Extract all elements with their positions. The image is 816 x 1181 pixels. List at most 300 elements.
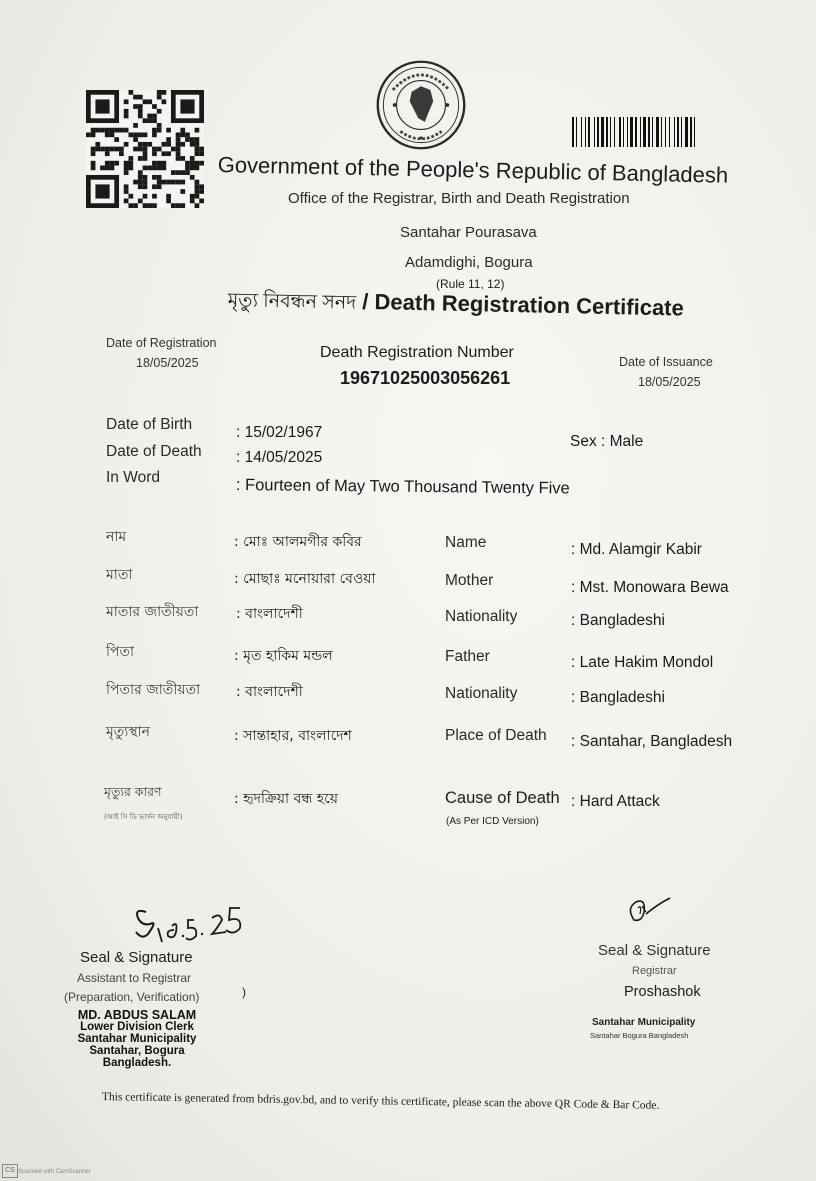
qr-module <box>133 147 138 152</box>
barcode-bar <box>606 117 608 147</box>
qr-module <box>185 161 190 166</box>
cause-of-death-value: : Hard Attack <box>571 793 660 810</box>
mother-label-bn: মাতা <box>106 567 133 583</box>
mother-value: : Mst. Monowara Bewa <box>571 579 729 596</box>
qr-module <box>91 166 96 171</box>
barcode-bar <box>656 117 659 147</box>
qr-module <box>128 156 133 161</box>
barcode-bar <box>576 117 577 147</box>
qr-module <box>124 114 129 119</box>
qr-code <box>86 90 204 208</box>
left-seal-signature-label: Seal & Signature <box>80 949 193 966</box>
date-of-birth-value: : 15/02/1967 <box>236 424 323 441</box>
qr-module <box>128 166 133 171</box>
qr-module <box>91 151 96 156</box>
qr-module <box>152 118 157 123</box>
qr-module <box>171 147 176 152</box>
qr-module <box>199 147 204 152</box>
place-of-death-value-text: Santahar, Bangladesh <box>579 733 733 750</box>
qr-module <box>199 199 204 204</box>
issuing-authority-title: Government of the People's Republic of Bangladesh <box>217 152 729 188</box>
government-seal <box>374 58 468 152</box>
qr-module <box>91 128 96 133</box>
qr-module <box>133 123 138 128</box>
qr-module <box>152 132 157 137</box>
date-of-death-label: Date of Death <box>106 443 202 460</box>
qr-module <box>199 189 204 194</box>
cause-of-death-value-text: Hard Attack <box>579 793 660 810</box>
qr-module <box>147 203 152 208</box>
qr-module <box>162 166 167 171</box>
qr-module <box>110 166 115 171</box>
place-of-death-value-bn: : সান্তাহার, বাংলাদেশ <box>234 728 352 744</box>
qr-module <box>176 180 181 185</box>
qr-module <box>195 147 200 152</box>
icd-version-note: (As Per ICD Version) <box>446 816 539 827</box>
qr-module <box>195 166 200 171</box>
qr-module <box>147 142 152 147</box>
qr-module <box>152 203 157 208</box>
father-nationality-label: Nationality <box>445 685 518 702</box>
qr-module <box>95 142 100 147</box>
mother-nationality-label-bn: মাতার জাতীয়তা <box>106 604 199 620</box>
qr-module <box>105 132 110 137</box>
registrar-role: Registrar <box>632 965 677 977</box>
cause-of-death-value-bn: : হৃদক্রিয়া বন্ধ হয়ে <box>234 791 339 807</box>
barcode-bar <box>685 117 688 147</box>
barcode-bar <box>594 117 595 147</box>
qr-module <box>190 137 195 142</box>
qr-module <box>185 137 190 142</box>
stamp-designation: Lower Division Clerk <box>80 1021 194 1033</box>
right-seal-signature-label: Seal & Signature <box>598 942 711 959</box>
qr-module <box>124 109 129 114</box>
barcode-bar <box>597 117 599 147</box>
qr-module <box>185 132 190 137</box>
barcode-bar <box>610 117 611 147</box>
qr-module <box>180 142 185 147</box>
qr-module <box>143 151 148 156</box>
qr-module <box>143 184 148 189</box>
qr-module <box>157 128 162 133</box>
official-stamp <box>62 1009 212 1069</box>
qr-module <box>176 142 181 147</box>
qr-module <box>199 184 204 189</box>
registration-number-label: Death Registration Number <box>320 344 514 361</box>
barcode-bar <box>627 117 628 147</box>
qr-module <box>133 203 138 208</box>
qr-module <box>91 147 96 152</box>
qr-module <box>138 109 143 114</box>
qr-module <box>152 147 157 152</box>
qr-module <box>190 175 195 180</box>
qr-module <box>162 151 167 156</box>
qr-module <box>138 114 143 119</box>
qr-module <box>119 151 124 156</box>
qr-module <box>143 147 148 152</box>
father-value-text: Late Hakim Mondol <box>579 654 714 671</box>
qr-module <box>128 132 133 137</box>
name-label-bn: নাম <box>106 529 127 545</box>
qr-module <box>105 166 110 171</box>
qr-module <box>143 142 148 147</box>
verification-footer: This certificate is generated from bdris.gov.bd, and to verify this certificate, please scan the above QR Code & Bar Code. <box>101 1091 660 1112</box>
qr-module <box>176 170 181 175</box>
cause-of-death-label-bn: মৃত্যুর কারণ <box>104 784 162 799</box>
qr-module <box>143 180 148 185</box>
barcode <box>571 117 773 147</box>
qr-module <box>166 128 171 133</box>
mother-nationality-value-bn: : বাংলাদেশী <box>236 606 303 622</box>
qr-module <box>124 170 129 175</box>
qr-module <box>138 147 143 152</box>
qr-module <box>180 128 185 133</box>
qr-module <box>147 114 152 119</box>
upazila-district: Adamdighi, Bogura <box>405 254 533 271</box>
date-of-birth-label: Date of Birth <box>106 416 193 433</box>
date-of-issuance-label: Date of Issuance <box>619 355 713 369</box>
barcode-bar <box>572 117 574 147</box>
qr-module <box>138 199 143 204</box>
qr-module <box>128 161 133 166</box>
father-label: Father <box>445 648 490 665</box>
qr-module <box>143 118 148 123</box>
qr-module <box>171 180 176 185</box>
mother-nationality-value-text: Bangladeshi <box>579 612 665 629</box>
qr-module <box>162 99 167 104</box>
qr-module <box>190 156 195 161</box>
barcode-bar <box>652 117 653 147</box>
qr-module <box>143 203 148 208</box>
qr-module <box>128 194 133 199</box>
stamp-name: MD. ABDUS SALAM <box>77 1008 197 1022</box>
barcode-bar <box>677 117 679 147</box>
place-of-death-value-bn-text: সান্তাহার, বাংলাদেশ <box>243 728 352 744</box>
qr-module <box>190 142 195 147</box>
certificate-title-bangla: মৃত্যু নিবন্ধন সনদ <box>227 289 357 314</box>
qr-module <box>105 147 110 152</box>
qr-module <box>157 109 162 114</box>
qr-module <box>152 151 157 156</box>
qr-module <box>157 166 162 171</box>
barcode-bar <box>690 117 692 147</box>
father-nationality-label-bn: পিতার জাতীয়তা <box>106 682 201 698</box>
qr-module <box>124 161 129 166</box>
stamp-country: Bangladesh. <box>102 1057 172 1069</box>
qr-module <box>195 128 200 133</box>
qr-module <box>176 156 181 161</box>
qr-module <box>91 161 96 166</box>
qr-module <box>105 128 110 133</box>
qr-module <box>157 95 162 100</box>
sex-label: Sex <box>570 433 597 450</box>
municipality-stamp: Santahar Municipality <box>592 1017 696 1028</box>
qr-module <box>91 132 96 137</box>
qr-module <box>180 132 185 137</box>
qr-module <box>190 166 195 171</box>
qr-module <box>105 151 110 156</box>
qr-module <box>143 175 148 180</box>
qr-module <box>110 161 115 166</box>
stamp-office: Santahar Municipality <box>77 1033 197 1045</box>
closing-bracket: ) <box>242 985 246 999</box>
left-signatory-role: Assistant to Registrar <box>77 971 192 985</box>
barcode-bar <box>635 117 637 147</box>
mother-value-bn: : মোছাঃ মনোয়ারা বেওয়া <box>234 571 376 587</box>
qr-module <box>152 128 157 133</box>
qr-module <box>138 156 143 161</box>
qr-module <box>166 180 171 185</box>
qr-module <box>124 128 129 133</box>
qr-module <box>143 132 148 137</box>
in-word-value: : Fourteen of May Two Thousand Twenty Five <box>235 476 570 498</box>
barcode-bar <box>681 117 682 147</box>
qr-module <box>133 95 138 100</box>
qr-module <box>157 184 162 189</box>
qr-module <box>133 132 138 137</box>
qr-module <box>100 128 105 133</box>
qr-module <box>95 128 100 133</box>
place-of-death-label-bn: মৃত্যুস্থান <box>106 724 151 740</box>
qr-module <box>180 180 185 185</box>
qr-module <box>138 175 143 180</box>
stamp-location: Santahar, Bogura <box>89 1045 185 1057</box>
qr-module <box>199 161 204 166</box>
qr-module <box>147 118 152 123</box>
qr-module <box>152 104 157 109</box>
name-label: Name <box>445 534 487 551</box>
qr-module <box>100 166 105 171</box>
qr-module <box>195 151 200 156</box>
qr-module <box>162 142 167 147</box>
qr-module <box>133 180 138 185</box>
qr-module <box>138 184 143 189</box>
qr-module <box>157 175 162 180</box>
barcode-bar <box>665 117 666 147</box>
qr-module <box>152 114 157 119</box>
registrar-signature <box>624 894 674 930</box>
date-of-death-value: : 14/05/2025 <box>236 449 323 466</box>
qr-module <box>157 161 162 166</box>
qr-module <box>152 175 157 180</box>
qr-module <box>124 142 129 147</box>
qr-module <box>124 166 129 171</box>
in-word-text: Fourteen of May Two Thousand Twenty Five <box>244 476 570 498</box>
place-of-death-value: : Santahar, Bangladesh <box>571 733 733 750</box>
qr-module <box>147 166 152 171</box>
qr-module <box>176 203 181 208</box>
sex-field: Sex : Male <box>570 433 644 450</box>
qr-module <box>190 161 195 166</box>
qr-module <box>157 123 162 128</box>
date-of-issuance-value: 18/05/2025 <box>638 375 701 389</box>
qr-module <box>138 132 143 137</box>
barcode-bar <box>643 117 646 147</box>
barcode-bar <box>588 117 590 147</box>
qr-module <box>152 194 157 199</box>
mother-value-text: Mst. Monowara Bewa <box>579 579 729 596</box>
qr-module <box>157 180 162 185</box>
qr-module <box>114 137 119 142</box>
municipality-stamp-address: Santahar Bogura Bangladesh <box>590 1031 689 1040</box>
qr-module <box>128 90 133 95</box>
barcode-bar <box>674 117 675 147</box>
name-value-text: Md. Alamgir Kabir <box>579 541 702 558</box>
qr-module <box>124 199 129 204</box>
qr-module <box>100 147 105 152</box>
qr-module <box>124 99 129 104</box>
barcode-bar <box>623 117 624 147</box>
name-value-bn-text: মোঃ আলমগীর কবির <box>243 534 362 550</box>
certificate-title: মৃত্যু নিবন্ধন সনদ / Death Registration Certificate <box>227 288 685 321</box>
qr-module <box>176 147 181 152</box>
mother-nationality-label: Nationality <box>445 608 518 625</box>
father-value-bn: : মৃত হাকিম মন্ডল <box>234 648 333 664</box>
qr-module <box>166 142 171 147</box>
qr-module <box>138 170 143 175</box>
qr-module <box>185 166 190 171</box>
qr-module <box>133 137 138 142</box>
date-of-birth-text: 15/02/1967 <box>244 424 323 441</box>
assistant-signature <box>128 898 253 948</box>
rule-reference: (Rule 11, 12) <box>436 277 505 291</box>
barcode-bar <box>581 117 582 147</box>
qr-module <box>176 137 181 142</box>
name-value: : Md. Alamgir Kabir <box>571 541 702 558</box>
qr-module <box>157 147 162 152</box>
qr-module <box>110 132 115 137</box>
qr-module <box>176 132 181 137</box>
qr-module <box>143 194 148 199</box>
qr-module <box>176 151 181 156</box>
qr-module <box>162 90 167 95</box>
qr-module <box>114 128 119 133</box>
qr-module <box>190 194 195 199</box>
mother-value-bn-text: মোছাঃ মনোয়ারা বেওয়া <box>243 571 376 587</box>
qr-module <box>162 180 167 185</box>
left-signatory-task: (Preparation, Verification) <box>64 990 200 1004</box>
qr-module <box>95 147 100 152</box>
qr-module <box>138 95 143 100</box>
qr-module <box>143 156 148 161</box>
qr-module <box>195 180 200 185</box>
barcode-bar <box>648 117 650 147</box>
qr-module <box>105 161 110 166</box>
barcode-bar <box>619 117 621 147</box>
registrar-designation: Proshashok <box>624 984 701 1000</box>
qr-module <box>86 132 91 137</box>
father-nationality-value-bn: : বাংলাদেশী <box>236 684 303 700</box>
date-of-registration-label: Date of Registration <box>106 336 217 350</box>
qr-module <box>195 142 200 147</box>
qr-module <box>195 137 200 142</box>
qr-module <box>138 104 143 109</box>
office-name: Office of the Registrar, Birth and Death Registration <box>288 190 630 207</box>
father-nationality-value-bn-text: বাংলাদেশী <box>245 684 303 700</box>
registration-number-value: 19671025003056261 <box>340 368 511 388</box>
qr-module <box>166 151 171 156</box>
qr-module <box>195 189 200 194</box>
qr-module <box>143 99 148 104</box>
certificate-title-english: Death Registration Certificate <box>374 289 685 321</box>
qr-module <box>180 170 185 175</box>
sex-value: Male <box>609 433 644 450</box>
father-value-bn-text: মৃত হাকিম মন্ডল <box>243 648 333 664</box>
barcode-bar <box>585 117 586 147</box>
mother-nationality-value-bn-text: বাংলাদেশী <box>245 606 303 622</box>
in-word-label: In Word <box>106 469 160 486</box>
qr-module <box>195 203 200 208</box>
camscanner-icon: CS <box>2 1164 18 1178</box>
qr-module <box>147 99 152 104</box>
qr-module <box>138 180 143 185</box>
scanner-watermark: Scanned with CamScanner <box>18 1169 91 1175</box>
qr-module <box>119 128 124 133</box>
qr-module <box>152 184 157 189</box>
father-label-bn: পিতা <box>106 644 135 660</box>
mother-label: Mother <box>445 572 494 589</box>
pourasava-name: Santahar Pourasava <box>400 224 537 241</box>
qr-module <box>180 203 185 208</box>
date-of-registration-value: 18/05/2025 <box>136 356 199 370</box>
qr-module <box>138 142 143 147</box>
qr-module <box>180 156 185 161</box>
qr-module <box>110 128 115 133</box>
qr-module <box>124 189 129 194</box>
qr-module <box>152 166 157 171</box>
qr-module <box>171 203 176 208</box>
qr-module <box>157 90 162 95</box>
qr-module <box>128 203 133 208</box>
place-of-death-label: Place of Death <box>445 727 547 744</box>
qr-module <box>199 151 204 156</box>
qr-module <box>119 147 124 152</box>
qr-module <box>190 199 195 204</box>
father-nationality-value-text: Bangladeshi <box>579 689 665 706</box>
cause-of-death-note-bn: (আই সি ডি ভার্সন অনুযায়ী) <box>104 813 183 821</box>
father-value: : Late Hakim Mondol <box>571 654 714 671</box>
cause-of-death-label: Cause of Death <box>445 789 560 807</box>
qr-module <box>114 161 119 166</box>
barcode-bar <box>661 117 662 147</box>
qr-module <box>114 147 119 152</box>
qr-module <box>166 199 171 204</box>
qr-module <box>143 166 148 171</box>
qr-module <box>171 170 176 175</box>
cause-of-death-value-bn-text: হৃদক্রিয়া বন্ধ হয়ে <box>243 791 339 807</box>
barcode-bar <box>694 117 695 147</box>
barcode-bar <box>614 117 615 147</box>
qr-module <box>110 147 115 152</box>
barcode-bar <box>601 117 604 147</box>
qr-module <box>166 137 171 142</box>
qr-module <box>166 194 171 199</box>
qr-module <box>162 161 167 166</box>
date-of-death-text: 14/05/2025 <box>244 449 323 466</box>
qr-module <box>133 104 138 109</box>
name-value-bn: : মোঃ আলমগীর কবির <box>234 534 362 550</box>
qr-module <box>180 189 185 194</box>
qr-module <box>124 184 129 189</box>
father-nationality-value: : Bangladeshi <box>571 689 665 706</box>
qr-module <box>195 194 200 199</box>
barcode-bar <box>669 117 670 147</box>
qr-module <box>185 170 190 175</box>
qr-module <box>195 161 200 166</box>
mother-nationality-value: : Bangladeshi <box>571 612 665 629</box>
qr-module <box>195 184 200 189</box>
barcode-bar <box>630 117 633 147</box>
